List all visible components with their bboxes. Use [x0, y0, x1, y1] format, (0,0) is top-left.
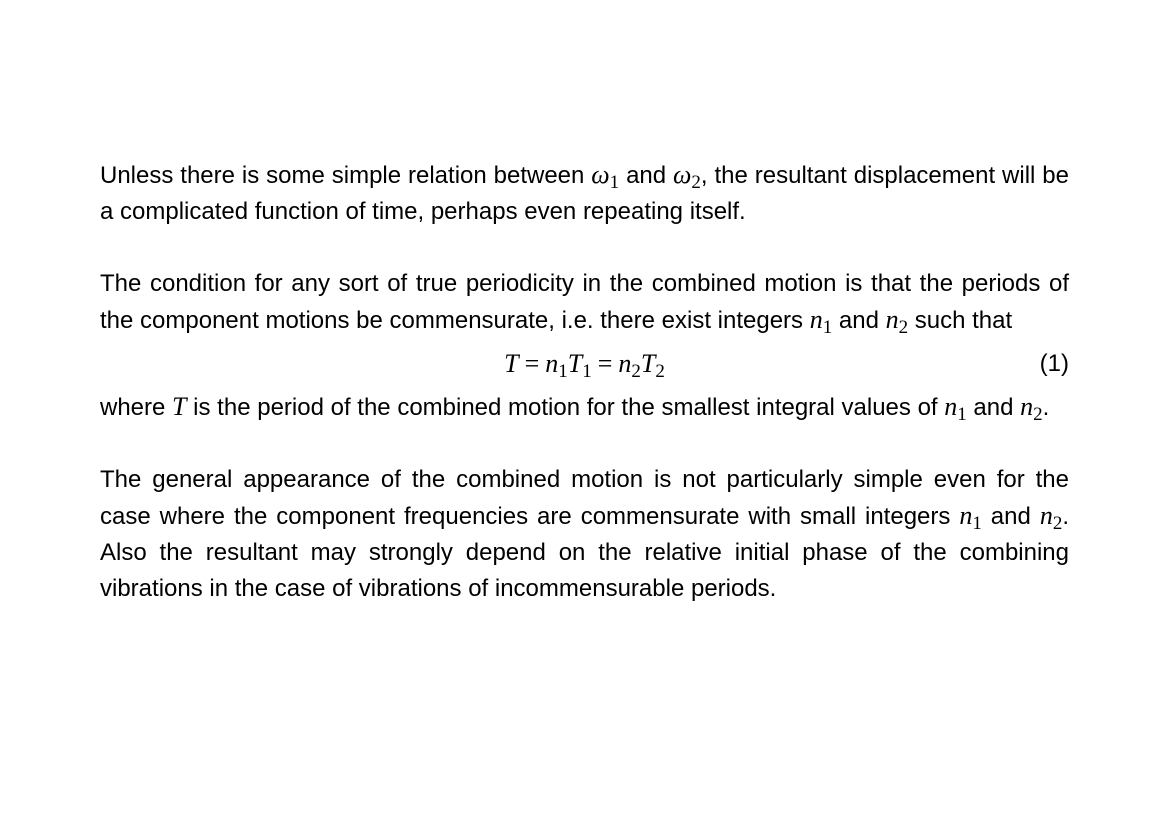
math-variable: T [172, 392, 187, 421]
paragraph-text: Unless there is some simple relation between [100, 162, 592, 189]
subscript: 1 [957, 404, 967, 425]
equation-row [100, 339, 1069, 389]
math-variable: n [885, 305, 899, 334]
subscript: 1 [822, 317, 833, 338]
subscript: 2 [631, 361, 641, 382]
equation-number: (1) [1039, 350, 1069, 377]
paragraph-general-appearance [100, 462, 1069, 607]
subscript: 2 [1033, 404, 1043, 425]
subscript: 2 [1052, 513, 1063, 534]
omega-symbol: ω [591, 160, 610, 189]
equation [100, 339, 1069, 390]
subscript: 1 [558, 361, 568, 382]
math-variable: n [545, 349, 559, 378]
paragraph-text: The general appearance of the combined motion is not particularly simple even for the case where the component frequencies are commensurate with small integers [100, 466, 1069, 530]
subscript: 1 [972, 513, 982, 534]
paragraph-text: where [100, 394, 173, 421]
math-variable: n [1020, 392, 1034, 421]
equals-sign: = [524, 349, 540, 378]
paragraph-resultant-displacement [100, 157, 1069, 230]
math-variable: T [640, 349, 656, 378]
paragraph-periodicity-condition [100, 266, 1069, 339]
subscript: 1 [582, 361, 592, 382]
paragraph-text: and [619, 162, 674, 189]
math-variable: n [959, 501, 973, 530]
math-variable: n [618, 349, 632, 378]
paragraph-period-definition [100, 389, 1069, 426]
subscript: 2 [691, 172, 701, 193]
equals-sign: = [597, 349, 613, 378]
paragraph-text: and [966, 394, 1021, 421]
subscript: 2 [898, 317, 909, 338]
math-variable: T [504, 349, 519, 378]
paragraph-text: . [1042, 394, 1050, 421]
math-variable: T [567, 349, 583, 378]
paragraph-text: The condition for any sort of true periodicity in the combined motion is that the periods of the component motions be commensurate, i.e. there exist integers [100, 270, 1069, 334]
subscript: 1 [609, 172, 620, 193]
omega-symbol: ω [673, 160, 692, 189]
paragraph-text: is the period of the combined motion for the smallest integral values of [186, 394, 945, 421]
paragraph-text: . Also the resultant may strongly depend on the relative initial phase of the combining vibrations in the case of vibrations of incommensurable periods. [100, 503, 1069, 602]
paragraph-text: and [981, 503, 1040, 530]
paragraph-text: and [832, 307, 886, 334]
math-variable: n [1039, 501, 1053, 530]
math-variable: n [944, 392, 958, 421]
document-page [100, 157, 1069, 607]
math-variable: n [809, 305, 823, 334]
paragraph-text: , the resultant displacement will be a complicated function of time, perhaps even repeating itself. [100, 162, 1069, 225]
paragraph-text: such that [908, 307, 1013, 334]
subscript: 2 [655, 361, 665, 382]
